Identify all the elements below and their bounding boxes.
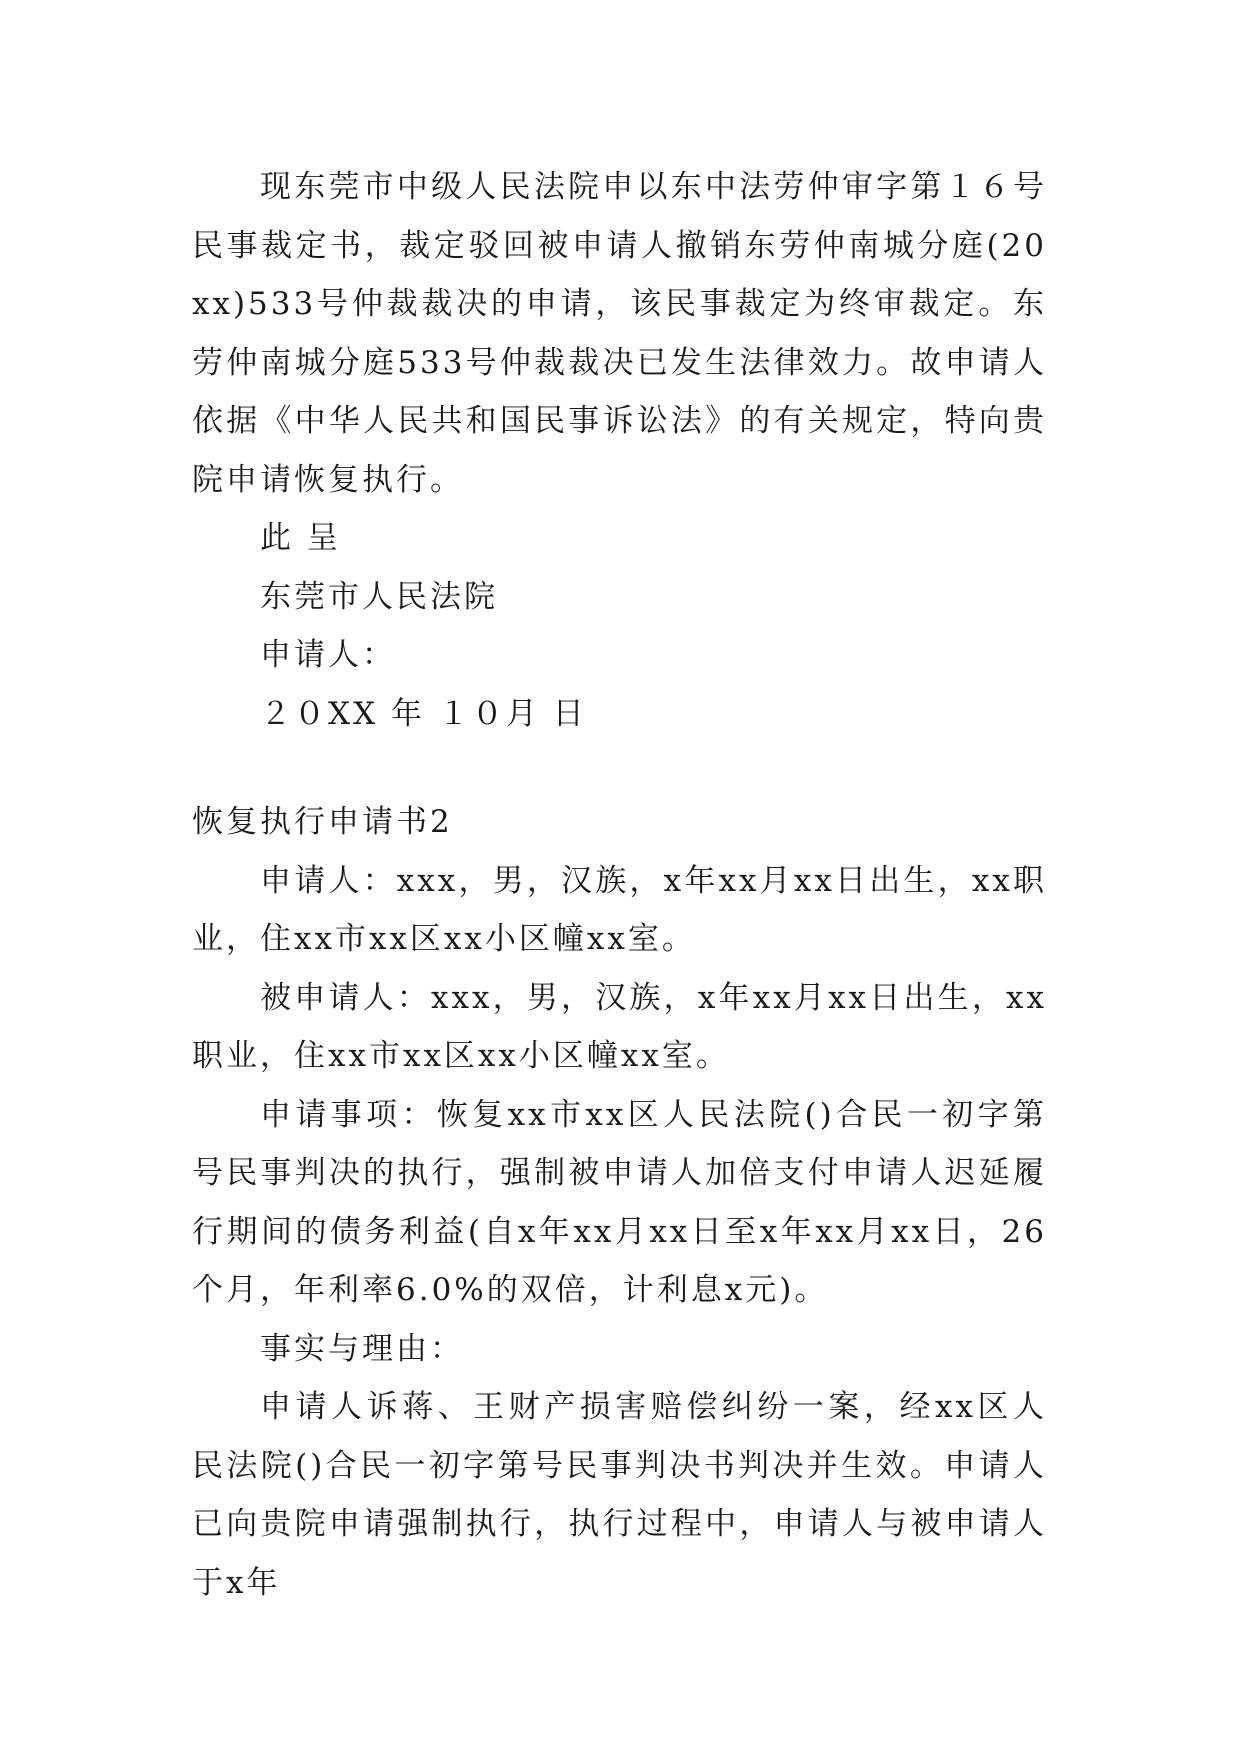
date-line: ２０XX 年 １０月 日 (260, 695, 587, 732)
facts-paragraph: 申请人诉蒋、王财产损害赔偿纠纷一案，经xx区人民法院()合民一初字第号民事判决书判决并生效。申请人已向贵院申请强制执行，执行过程中，申请人与被申请人于x年 (192, 1389, 1047, 1601)
ruling-paragraph: 现东莞市中级人民法院申以东中法劳仲审字第１６号民事裁定书，裁定驳回被申请人撤销东劳仲南城分庭(20xx)533号仲裁裁决的申请，该民事裁定为终审裁定。东劳仲南城分庭533号仲裁裁决已发生法律效力。故申请人依据《中华人民共和国民事诉讼法》的有关规定，特向贵院申请恢复执行。 (192, 169, 1047, 498)
closing-text: 此 呈 (260, 520, 341, 556)
application-matters-paragraph: 申请事项：恢复xx市xx区人民法院()合民一初字第号民事判决的执行，强制被申请人加倍支付申请人迟延履行期间的债务利益(自x年xx月xx日至x年xx月xx日，26个月，年利率6.0%的双倍，计利息x元)。 (192, 1096, 1047, 1308)
applicant-signature-line: 申请人： (260, 637, 396, 673)
section-spacer (192, 743, 1047, 793)
respondent-paragraph: 被申请人：xxx，男，汉族，x年xx月xx日出生，xx职业，住xx市xx区xx小区幢xx室。 (192, 979, 1047, 1074)
addressee-court: 东莞市人民法院 (260, 578, 498, 615)
facts-heading: 事实与理由： (260, 1330, 464, 1367)
section-title: 恢复执行申请书2 (192, 804, 453, 840)
applicant-paragraph: 申请人：xxx，男，汉族，x年xx月xx日出生，xx职业，住xx市xx区xx小区幢xx室。 (192, 862, 1047, 957)
document-body (192, 158, 1047, 1612)
